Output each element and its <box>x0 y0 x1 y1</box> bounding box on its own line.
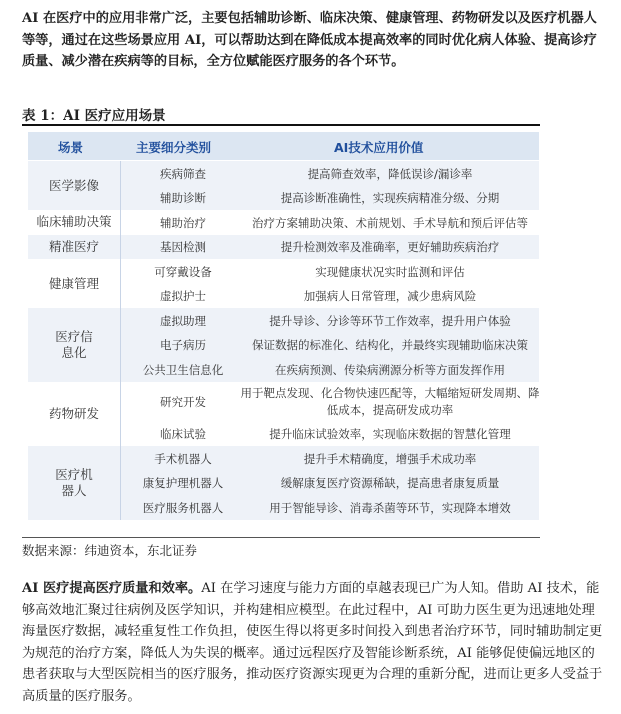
value-cell: 提升手术精确度，增强手术成功率 <box>303 451 477 466</box>
scene-label: 临床辅助决策 <box>36 214 112 230</box>
subcategory-cell: 虚拟助理 <box>160 313 206 328</box>
scene-label: 精准医疗 <box>48 238 99 254</box>
column-divider <box>120 161 121 520</box>
value-cell: 缓解康复医疗资源稀缺，提高患者康复质量 <box>280 476 500 491</box>
value-cell: 在疾病预测、传染病溯源分析等方面发挥作用 <box>275 362 505 377</box>
value-cell: 提高筛查效率，降低误诊/漏诊率 <box>307 166 473 181</box>
subcategory-cell: 公共卫生信息化 <box>142 362 224 377</box>
intro-paragraph: AI 在医疗中的应用非常广泛，主要包括辅助诊断、临床决策、健康管理、药物研发以及医疗机器人等等，通过在这些场景应用 AI，可以帮助达到在降低成本提高效率的同时优化病人体验、提高诊疗质量、减少潜在疾病等的目标，全方位赋能医疗服务的各个环节。 <box>22 11 597 70</box>
value-cell: 实现健康状况实时监测和评估 <box>315 264 465 279</box>
data-source: 数据来源：纬迪资本，东北证券 <box>22 543 198 558</box>
scene-cell <box>28 446 120 520</box>
scene-label: 药物研发 <box>48 405 99 421</box>
scene-label: 医疗信息化 <box>55 328 93 360</box>
table-bottom-rule <box>22 537 540 538</box>
scene-cell <box>28 161 120 210</box>
value-cell: 提升临床试验效率，实现临床数据的智慧化管理 <box>269 427 511 442</box>
subcategory-cell: 临床试验 <box>160 427 206 442</box>
scene-label: 医疗机器人 <box>55 466 93 498</box>
scene-cell <box>28 259 120 308</box>
value-cell: 用于靶点发现、化合物快速匹配等，大幅缩短研发周期、降低成本，提高研发成功率 <box>240 385 539 417</box>
subcategory-cell: 疾病筛查 <box>160 166 206 181</box>
subcategory-cell: 医疗服务机器人 <box>142 500 224 515</box>
value-cell: 用于智能导诊、消毒杀菌等环节，实现降本增效 <box>269 500 511 515</box>
value-cell: 提高诊断准确性，实现疾病精准分级、分期 <box>280 191 500 206</box>
scene-cell <box>28 382 120 447</box>
subcategory-cell: 可穿戴设备 <box>154 264 212 279</box>
subcategory-cell: 基因检测 <box>160 240 206 255</box>
body-text: AI 在学习速度与能力方面的卓越表现已广为人知。借助 AI 技术，能够高效地汇聚过往病例及医学知识，并构建相应模型。在此过程中，AI 可助力医生更为迅速地处理海量医疗数据，减轻重复性工作负担，使医生得以将更多时间投入到患者治疗环节，同时辅助制定更为规范的治疗方案，降低人为失误的概率。通过远程医疗及智能诊断系统，AI 能够促使偏远地区的患者获取与大型医院相当的医疗服务，推动医疗资源实现更为合理的重新分配，进而让更多人受益于高质量的医疗服务。 <box>22 581 603 704</box>
header-subcategory: 主要细分类别 <box>136 140 212 155</box>
scene-cell <box>28 308 120 382</box>
value-cell: 治疗方案辅助决策、术前规划、手术导航和预后评估等 <box>252 215 528 230</box>
subcategory-cell: 辅助治疗 <box>160 215 206 230</box>
subcategory-cell: 康复护理机器人 <box>142 476 224 491</box>
scene-cell <box>28 235 120 260</box>
group-divider <box>28 520 539 522</box>
scene-label: 健康管理 <box>48 275 99 291</box>
value-cell: 保证数据的标准化、结构化，并最终实现辅助临床决策 <box>252 338 528 353</box>
scene-label: 医学影像 <box>48 177 99 193</box>
value-cell: 提升导诊、分诊等环节工作效率，提升用户体验 <box>269 313 511 328</box>
table-header <box>28 132 539 160</box>
table-caption: 表 1：AI 医疗应用场景 <box>22 108 166 124</box>
subcategory-cell: 研究开发 <box>160 395 206 409</box>
subcategory-cell: 手术机器人 <box>154 451 212 466</box>
subcategory-cell: 辅助诊断 <box>160 191 206 206</box>
scene-cell <box>28 210 120 235</box>
body-lead: AI 医疗提高医疗质量和效率。 <box>22 581 202 596</box>
table-top-rule <box>22 124 540 126</box>
header-value: AI技术应用价值 <box>334 140 424 155</box>
scenario-table <box>28 132 539 535</box>
subcategory-cell: 虚拟护士 <box>160 289 206 304</box>
value-cell: 提升检测效率及准确率，更好辅助疾病治疗 <box>280 240 500 255</box>
body-paragraph <box>22 578 607 708</box>
subcategory-cell: 电子病历 <box>160 338 206 353</box>
value-cell: 加强病人日常管理，减少患病风险 <box>303 289 477 304</box>
header-scene: 场景 <box>58 140 84 155</box>
